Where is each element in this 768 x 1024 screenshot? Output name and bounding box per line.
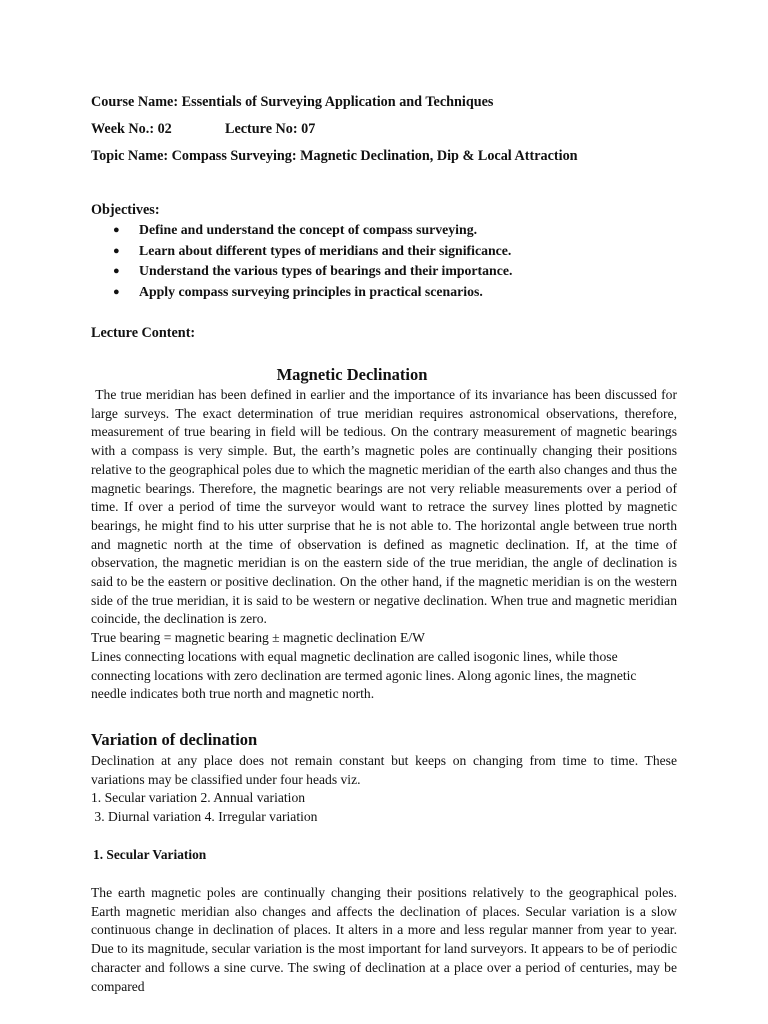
secular-paragraph: The earth magnetic poles are continually changing their positions relatively to the geographical poles. Earth magnetic meridian also changes and affects the declination of places. Secular variation is a slow continuous change in declination of places. It alters in a more and less regular manner from year to year. Due to its magnitude, secular variation is the most important for land surveyors. It appears to be of periodic character and follows a sine curve. The swing of declination at a place over a period of centuries, may be compared: [91, 885, 677, 994]
isogonic-line-1: Lines connecting locations with equal magnetic declination are called isogonic lines, while those: [91, 648, 618, 664]
objective-item: ● Define and understand the concept of compass surveying.: [91, 220, 512, 241]
isogonic-line-3: needle indicates both true north and magnetic north.: [91, 686, 375, 702]
declination-paragraph: The true meridian has been defined in earlier and the importance of its invariance has been discussed for large surveys. The exact determination of true meridian requires astronomical observations, therefore, measurement of true bearing in field will be tedious. On the contrary measurement of magnetic bearings with a compass is very simple. But, the earth’s magnetic poles are continually changing their positions relative to the geographical poles due to which the magnetic meridian of the earth also changes and thus the magnetic bearings. Therefore, the magnetic bearings are not very reliable measurements over a period of time. If over a period of time the surveyor would want to retrace the survey lines plotted by magnetic bearings, he might find to his utter surprise that he is not able to. The horizontal angle between true north and magnetic north at the time of observation is defined as magnetic declination. If, at the time of observation, the magnetic meridian is on the eastern side of the true meridian, the angle of declination is said to be the eastern or positive declination. On the other hand, if the magnetic meridian is on the western side of the true meridian, it is said to be western or negative declination. When true and magnetic meridian coincide, the declination is zero.: [91, 387, 681, 627]
bullet-icon: ●: [113, 285, 120, 298]
week-lecture-line: [91, 120, 315, 139]
objectives-list: [91, 220, 512, 302]
variation-section: [91, 752, 677, 827]
secular-variation-section: [91, 884, 677, 996]
variation-heading: Variation of declination: [91, 730, 258, 749]
lecture-number: Lecture No: 07: [225, 121, 316, 137]
magnetic-declination-section: [91, 386, 681, 704]
lecture-content-heading: Lecture Content:: [91, 325, 196, 341]
course-name: Course Name: Essentials of Surveying Application and Techniques: [91, 94, 494, 110]
week-number: Week No.: 02: [91, 121, 172, 137]
objective-item: ● Understand the various types of bearings and their importance.: [91, 261, 512, 282]
bullet-icon: ●: [113, 224, 120, 236]
isogonic-line-2: connecting locations with zero declination are termed agonic lines. Along agonic lines, the magnetic: [91, 667, 637, 683]
bullet-icon: ●: [113, 265, 120, 277]
variation-intro: Declination at any place does not remain constant but keeps on changing from time to time. These variations may be classified under four heads viz.: [91, 753, 677, 787]
topic-name: Topic Name: Compass Surveying: Magnetic Declination, Dip & Local Attraction: [91, 148, 578, 164]
variation-list-line-1: 1. Secular variation 2. Annual variation: [91, 790, 306, 806]
section-title-magnetic-declination: Magnetic Declination: [276, 365, 428, 384]
bearing-formula: True bearing = magnetic bearing ± magnetic declination E/W: [91, 630, 425, 646]
objective-item: ● Learn about different types of meridians and their significance.: [91, 241, 512, 262]
secular-variation-heading: 1. Secular Variation: [93, 847, 207, 862]
objective-item: ● Apply compass surveying principles in practical scenarios.: [91, 282, 512, 303]
bullet-icon: ●: [113, 244, 120, 257]
variation-list-line-2: 3. Diurnal variation 4. Irregular variation: [91, 809, 318, 825]
objectives-heading: Objectives:: [91, 202, 160, 218]
